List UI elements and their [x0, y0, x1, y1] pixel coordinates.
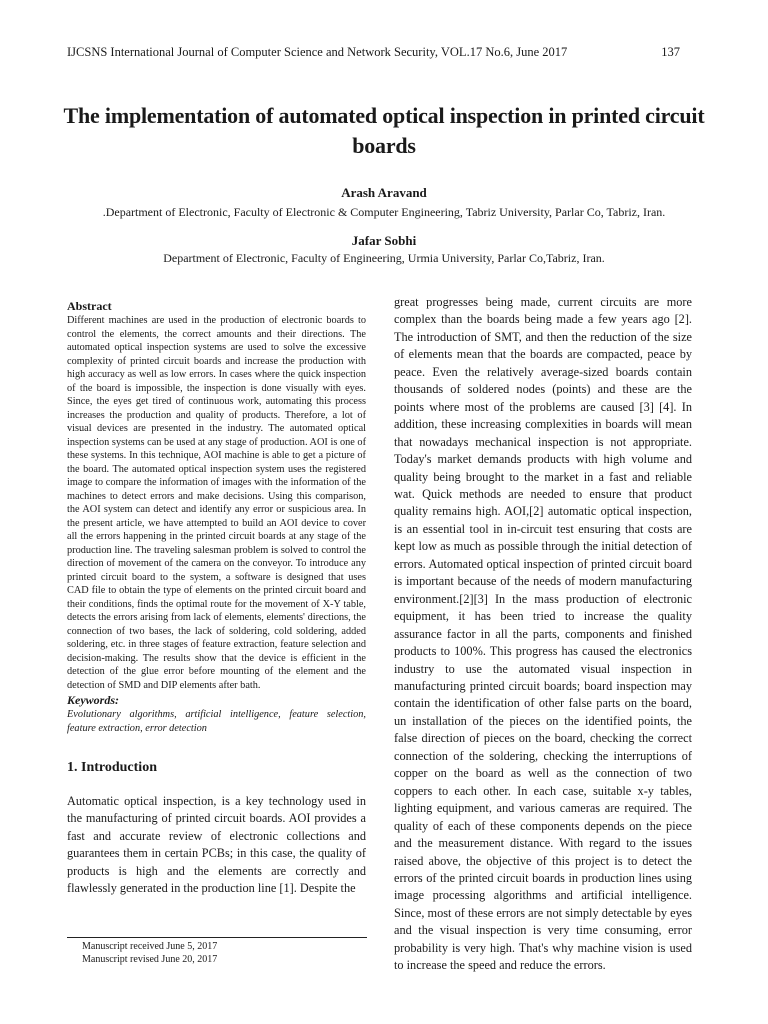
paper-title: The implementation of automated optical inspection in printed circuit boards — [63, 103, 705, 158]
abstract-text: Different machines are used in the production of electronic boards to control the elements, the correct amounts and their directions. The automated optical inspection systems are used to solve the excessive complexity of printed circuit boards and increase the production with high accuracy as well as low errors. In cases where the quick inspection of the board is impossible, the inspection is done visually with eyes. Since, the eyes get tired of continuous work, automating this process increases the production and quality of products. Therefore, a lot of visual devices are presented in the industry. The automated optical inspection systems can be used at any stage of production. AOI is one of these systems. In this technique, AOI machine is able to get a picture of the board. The automated optical inspection system uses the registered image to compare the information of images with the information of the machines to detect errors and make decisions. Using this comparison, the AOI system can detect and identify any error or suspicious area. In the present article, we have attempted to build an AOI device to cover all the errors happening in the printed circuit boards at any stage of the production line. The traveling salesman problem is solved to control the direction of movement of the camera on the conveyor. To introduce any printed circuit board to the system, a software is designed that uses CAD file to obtain the type of elements on the printed circuit board and their conditions, finds the optimal route for the movement of X-Y table, detects the errors arising from lack of elements, elements' directions, the connection of two bases, the lack of soldering, cold soldering, added soldering, etc. in three stages of feature extraction, feature selection and decision-making. The results show that the device is efficient in the detection of the glue error before mounting of the element and the detection of SMD and DIP elements after bath. — [67, 315, 366, 691]
keywords-text: Evolutionary algorithms, artificial intelligence, feature selection, feature extraction, error detection — [67, 709, 366, 734]
author-name-1: Arash Aravand — [341, 185, 427, 200]
abstract-heading: Abstract — [67, 299, 112, 313]
footnote-received: Manuscript received June 5, 2017 — [82, 941, 218, 952]
journal-citation: IJCSNS International Journal of Computer Science and Network Security, VOL.17 No.6, June 2017 — [67, 45, 568, 59]
footnote-divider — [67, 937, 367, 938]
keywords-heading: Keywords: — [67, 693, 119, 707]
introduction-text-left: Automatic optical inspection, is a key technology used in the manufacturing of printed circuit boards. AOI provides a fast and accurate review of electronic collections and guarantees them in certain PCBs; in this case, the quality of products is high and the elements are correctly and flawlessly generated in the production line [1]. Despite the — [67, 794, 366, 896]
left-column — [67, 294, 366, 897]
footnote-revised: Manuscript revised June 20, 2017 — [82, 954, 218, 965]
author-name-2: Jafar Sobhi — [351, 233, 417, 248]
author-affiliation-2: Department of Electronic, Faculty of Engineering, Urmia University, Parlar Co,Tabriz, Iran. — [163, 251, 605, 265]
introduction-text-right: great progresses being made, current circuits are more complex than the boards being made a few years ago [2]. The introduction of SMT, and then the reduction of the size of elements mean that the boards are compacted, peace by peace. Even the relatively average-sized boards contain thousands of soldered nodes (points) and these are the points where most of the problems are caused [3] [4]. In addition, these increasing complexities in boards will mean that nowadays mechanical inspection is not appropriate. Today's market demands products with high volume and quality being brought to the market in a fast and reliable wat. Quick methods are needed to ensure that product quality remains high. AOI,[2] automatic optical inspection, is an essential tool in in-circuit test ensuring that costs are kept low as much as possible through the initial detection of errors. Automated optical inspection of printed circuit board is important because of the needs of modern manufacturing environment.[2][3] In the mass production of electronic equipment, it has been tried to increase the quality assurance factor in all the parts, components and finished products to 100%. This progress has caused the electronics industry to use the automated visual inspection in manufacturing printed circuit boards; board inspection may contain the identification of other false parts on the board, un installation of the pieces on the identified points, the false direction of pieces on the board, checking the correct connection of the soldering, checking the interruptions of copper on the board as well as the connection of two coppers to each other. In each case, suitable x-y tables, lighting equipment, and various cameras are required. The quality of each of these components depends on the piece and the measurement distance. With regard to the issues raised above, the objective of this project is to detect the errors of the printed circuit boards in production lines using image processing algorithms and artificial intelligence. Since, most of these errors are not simply detectable by eyes and the visual inspection is very time consuming, error probability is very high. That's why machine vision is used to increase the speed and reduce the errors. — [394, 295, 692, 973]
running-header — [67, 45, 680, 60]
page-number: 137 — [661, 45, 680, 59]
right-column — [394, 294, 692, 975]
footnotes — [82, 940, 217, 966]
author-affiliation-1: .Department of Electronic, Faculty of Electronic & Computer Engineering, Tabriz University, Parlar Co, Tabriz, Iran. — [102, 205, 666, 219]
section-heading-introduction: 1. Introduction — [67, 760, 157, 775]
